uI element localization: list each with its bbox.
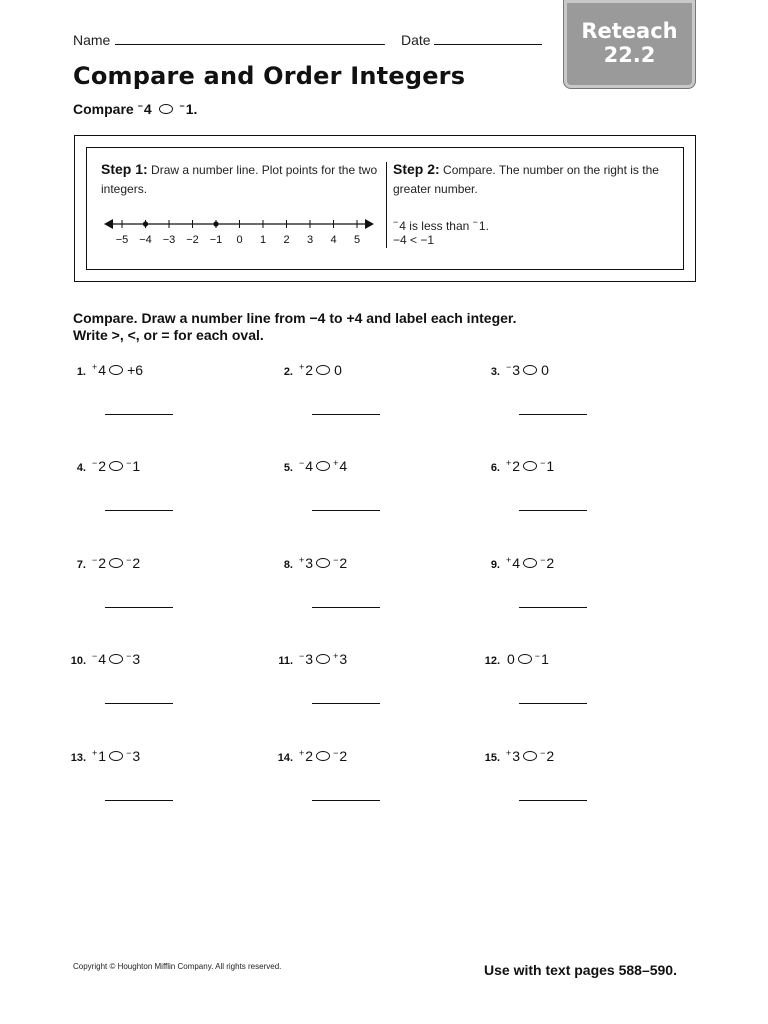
problem-5 [267, 458, 347, 474]
problem-14 [267, 748, 347, 764]
answer-line-7[interactable] [105, 607, 173, 608]
problem-10 [60, 651, 140, 667]
reteach-tab [563, 0, 696, 89]
first-sign: − [299, 458, 305, 468]
second-sign: − [126, 651, 132, 661]
instructions-line-2: Write >, <, or = for each oval. [73, 327, 264, 343]
second-value: 0 [541, 362, 549, 378]
tick-label: −4 [139, 234, 152, 246]
first-value: 4 [98, 362, 107, 378]
tick-label: −3 [162, 234, 176, 246]
tick-label: −5 [115, 234, 129, 246]
answer-oval[interactable] [109, 751, 123, 761]
first-sign: + [92, 748, 98, 758]
example-prefix: Compare [73, 101, 134, 117]
answer-line-3[interactable] [519, 414, 587, 415]
answer-line-5[interactable] [312, 510, 380, 511]
example-right-sign: − [179, 101, 185, 111]
result-sign-2: − [472, 217, 478, 227]
reteach-label: Reteach [581, 19, 678, 43]
result-text-1: 4 is less than [399, 219, 473, 233]
lesson-number: 22.2 [603, 43, 656, 67]
step-1 [101, 160, 379, 199]
example-right-value: 1. [185, 101, 198, 117]
problem-number: 3. [490, 366, 500, 378]
answer-line-12[interactable] [519, 703, 587, 704]
answer-line-2[interactable] [312, 414, 380, 415]
problem-number: 15. [484, 752, 500, 764]
tick-label: 3 [306, 234, 314, 246]
first-sign: + [299, 555, 305, 565]
problem-number: 12. [484, 655, 500, 667]
step-2-result-2: −4 < −1 [393, 233, 435, 247]
answer-oval[interactable] [523, 558, 537, 568]
first-value: 3 [305, 555, 314, 571]
comparison-oval [159, 104, 173, 114]
problem-11 [267, 651, 347, 667]
second-value: 1 [541, 651, 549, 667]
problem-number: 1. [76, 366, 86, 378]
name-label: Name [73, 32, 111, 48]
answer-oval[interactable] [109, 365, 123, 375]
first-sign: + [506, 458, 512, 468]
tick-label: 4 [330, 234, 337, 246]
answer-line-8[interactable] [312, 607, 380, 608]
second-sign: − [540, 458, 546, 468]
answer-oval[interactable] [316, 365, 330, 375]
problem-1 [60, 362, 143, 378]
tick-label: −1 [209, 234, 223, 246]
first-value: 2 [305, 748, 314, 764]
second-sign: − [126, 555, 132, 565]
first-value: 3 [305, 651, 314, 667]
first-value: 3 [512, 362, 521, 378]
first-value: 3 [512, 748, 521, 764]
problem-number: 7. [76, 559, 86, 571]
problem-8 [267, 555, 347, 571]
second-value: 2 [132, 555, 141, 571]
plotted-point-0 [143, 221, 148, 226]
answer-line-14[interactable] [312, 800, 380, 801]
date-field[interactable] [434, 44, 542, 45]
problem-9 [474, 555, 554, 571]
second-value: 0 [334, 362, 342, 378]
problem-number: 11. [278, 655, 293, 667]
first-value: 1 [98, 748, 107, 764]
problem-number: 8. [283, 559, 293, 571]
step-1-label: Step 1: [101, 161, 148, 177]
second-sign: − [126, 458, 132, 468]
number-line [100, 212, 380, 248]
answer-oval[interactable] [523, 461, 537, 471]
result-sign-1: − [393, 217, 399, 227]
second-value: 2 [339, 748, 348, 764]
answer-oval[interactable] [316, 654, 330, 664]
step-2-label: Step 2: [393, 161, 440, 177]
right-arrow-icon [365, 219, 374, 229]
answer-oval[interactable] [518, 654, 532, 664]
first-sign: + [506, 748, 512, 758]
answer-line-15[interactable] [519, 800, 587, 801]
second-value: 2 [339, 555, 348, 571]
first-value: 4 [512, 555, 521, 571]
copyright: Copyright © Houghton Mifflin Company. All rights reserved. [73, 962, 282, 971]
answer-line-10[interactable] [105, 703, 173, 704]
problem-13 [60, 748, 140, 764]
second-sign: − [540, 748, 546, 758]
answer-oval[interactable] [523, 751, 537, 761]
first-value: 4 [98, 651, 107, 667]
step-2 [393, 160, 678, 199]
plotted-point-1 [213, 221, 218, 226]
second-sign: + [333, 651, 339, 661]
answer-oval[interactable] [316, 461, 330, 471]
first-sign: + [299, 748, 305, 758]
name-field[interactable] [115, 44, 385, 45]
first-value: 2 [98, 555, 107, 571]
problem-number: 6. [490, 462, 500, 474]
second-sign: − [126, 748, 132, 758]
first-sign: − [506, 362, 512, 372]
example-left-sign: − [137, 101, 143, 111]
example-left-value: 4 [143, 101, 152, 117]
first-value: 2 [305, 362, 314, 378]
problem-3 [474, 362, 549, 378]
page-title: Compare and Order Integers [73, 62, 466, 90]
step-1-text: Draw a number line. Plot points for the two integers. [101, 163, 378, 196]
number-line-group [104, 219, 374, 246]
second-value: 3 [339, 651, 348, 667]
problem-number: 13. [70, 752, 86, 764]
first-sign: − [92, 555, 98, 565]
second-value: 2 [546, 748, 555, 764]
answer-oval[interactable] [109, 654, 123, 664]
instructions [73, 310, 516, 344]
second-value: 1 [132, 458, 141, 474]
second-sign: − [534, 651, 541, 661]
second-value: 3 [132, 651, 141, 667]
problem-number: 2. [283, 366, 293, 378]
answer-line-11[interactable] [312, 703, 380, 704]
first-sign: + [506, 555, 512, 565]
second-sign: + [333, 458, 339, 468]
problem-7 [60, 555, 140, 571]
second-value: +6 [127, 362, 144, 378]
first-sign: + [299, 362, 305, 372]
problem-number: 5. [283, 462, 293, 474]
step-2-text: Compare. The number on the right is the greater number. [393, 163, 659, 196]
tick-label: −2 [186, 234, 199, 246]
result-end-1: 1. [478, 219, 489, 233]
problem-12 [474, 651, 549, 667]
problem-number: 4. [76, 462, 86, 474]
problem-15 [474, 748, 554, 764]
tick-label: 2 [283, 234, 290, 246]
tick-label: 1 [259, 234, 267, 246]
first-sign: + [92, 362, 98, 372]
answer-oval[interactable] [316, 751, 330, 761]
second-sign: − [333, 748, 339, 758]
second-value: 1 [546, 458, 555, 474]
answer-line-9[interactable] [519, 607, 587, 608]
answer-line-6[interactable] [519, 510, 587, 511]
problem-number: 10. [70, 655, 86, 667]
first-value: 4 [305, 458, 314, 474]
second-sign: − [540, 555, 546, 565]
second-value: 2 [546, 555, 555, 571]
problem-number: 9. [490, 559, 500, 571]
second-sign: − [333, 555, 339, 565]
answer-oval[interactable] [316, 558, 330, 568]
tick-label: 0 [236, 234, 243, 246]
first-sign: − [299, 651, 305, 661]
first-value: 2 [512, 458, 521, 474]
answer-line-1[interactable] [105, 414, 173, 415]
answer-oval[interactable] [523, 365, 537, 375]
step-divider [386, 162, 387, 248]
problem-number: 14. [277, 752, 293, 764]
second-value: 4 [339, 458, 348, 474]
problem-6 [474, 458, 554, 474]
example-prompt [73, 101, 197, 117]
first-value: 0 [507, 651, 515, 667]
answer-oval[interactable] [109, 461, 123, 471]
text-pages-note: Use with text pages 588–590. [484, 962, 677, 978]
answer-oval[interactable] [109, 558, 123, 568]
first-sign: − [92, 458, 98, 468]
second-value: 3 [132, 748, 141, 764]
problem-4 [60, 458, 140, 474]
first-sign: − [92, 651, 98, 661]
left-arrow-icon [104, 219, 113, 229]
date-label: Date [401, 32, 431, 48]
answer-line-13[interactable] [105, 800, 173, 801]
tick-label: 5 [353, 234, 361, 246]
instructions-line-1: Compare. Draw a number line from −4 to +4 and label each integer. [73, 310, 517, 326]
first-value: 2 [98, 458, 107, 474]
answer-line-4[interactable] [105, 510, 173, 511]
problem-2 [267, 362, 342, 378]
